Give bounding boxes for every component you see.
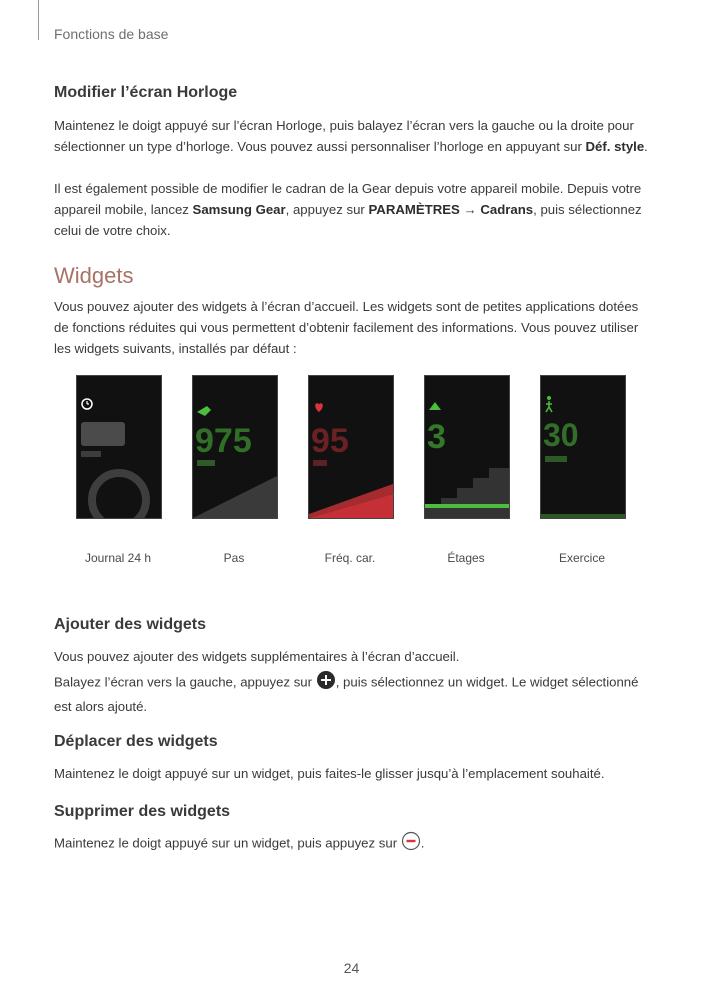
screen-steps (192, 375, 278, 519)
walking-icon (546, 396, 552, 412)
caption-exercise: Exercice (558, 551, 605, 565)
section-heading-widgets: Widgets (54, 263, 134, 288)
steps-value: 975 (195, 422, 252, 460)
clock-icon (82, 399, 92, 409)
heart-icon (315, 403, 323, 412)
widgets-intro: Vous pouvez ajouter des widgets à l’écran d’accueil. Les widgets sont de petites applications dotées de fonctions réduites qui vous permettent d’obtenir facilement des informations. Vous pouvez utiliser les widgets suivants, installés par défaut : (54, 299, 639, 356)
caption-24h-log: Journal 24 h (84, 551, 152, 565)
section-heading-move-widgets: Déplacer des widgets (54, 733, 218, 750)
margin-rule (38, 0, 39, 40)
floors-value: 3 (427, 418, 446, 456)
remove-circle-icon (401, 831, 421, 857)
widget-screens (54, 375, 654, 575)
exercise-value: 30 (543, 417, 579, 453)
add-widgets-paragraph-1: Vous pouvez ajouter des widgets supplémentaires à l’écran d’accueil. (54, 649, 460, 664)
running-header: Fonctions de base (54, 26, 169, 42)
move-widgets-paragraph: Maintenez le doigt appuyé sur un widget, puis faites-le glisser jusqu’à l’emplacement souhaité. (54, 766, 605, 781)
delete-widgets-paragraph: Maintenez le doigt appuyé sur un widget, puis appuyez sur . (54, 831, 654, 857)
section-heading-add-widgets: Ajouter des widgets (54, 616, 207, 633)
caption-steps: Pas (223, 551, 245, 565)
screen-heart-rate (308, 375, 394, 519)
screen-24h-log (76, 375, 162, 519)
caption-heart-rate: Fréq. car. (324, 551, 376, 565)
section-heading-watchface: Modifier l’écran Horloge (54, 84, 238, 101)
caption-floors: Étages (447, 551, 485, 565)
watchface-paragraph-1: Maintenez le doigt appuyé sur l’écran Horloge, puis balayez l’écran vers la gauche ou la droite pour sélectionner un type d’horloge. Vous pouvez aussi personnaliser l’horloge en appuyant sur Déf. style. (54, 118, 648, 154)
section-heading-delete-widgets: Supprimer des widgets (54, 803, 231, 820)
add-widgets-paragraph-2: Balayez l’écran vers la gauche, appuyez sur , puis sélectionnez un widget. Le widget sélectionné est alors ajouté. (54, 670, 654, 717)
heart-rate-value: 95 (311, 422, 349, 460)
screen-floors (424, 375, 510, 519)
shoe-icon (197, 406, 211, 416)
add-circle-icon (316, 670, 336, 696)
screen-exercise (540, 375, 626, 519)
watchface-paragraph-2: Il est également possible de modifier le cadran de la Gear depuis votre appareil mobile. Depuis votre appareil mobile, lancez Samsung Gear, appuyez sur PARAMÈTRES → Cadrans, puis sélectionnez celui de votre choix. (54, 181, 642, 238)
page-number: 24 (343, 960, 360, 976)
stairs-icon (429, 402, 441, 410)
